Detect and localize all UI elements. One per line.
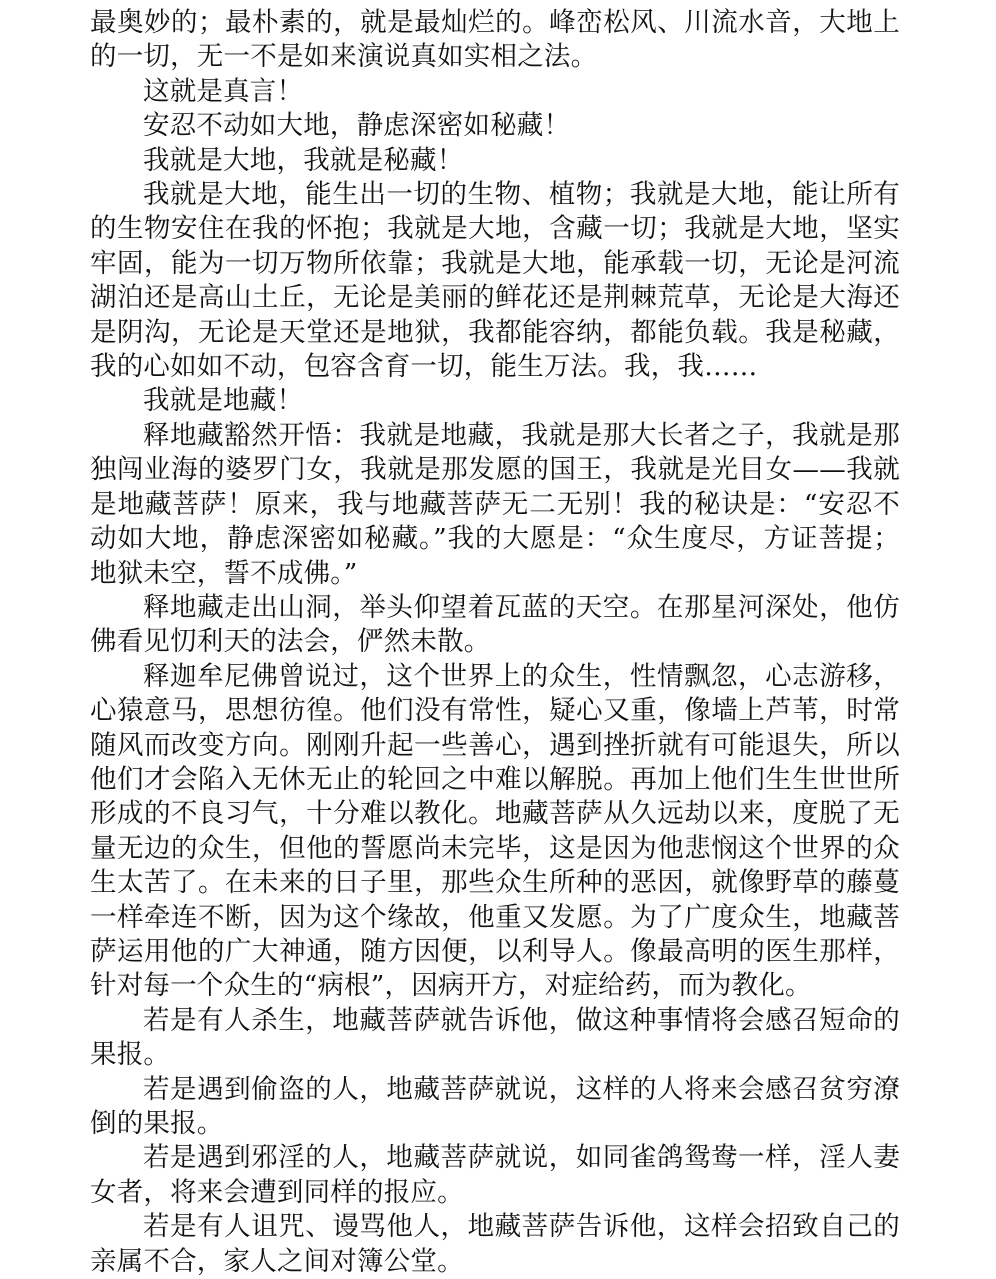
body-text	[90, 6, 900, 1279]
paragraph: 这就是真言！	[143, 75, 304, 107]
paragraph: 释迦牟尼佛曾说过，这个世界上的众生，性情飘忽，心志游移，心猿意马，思想彷徨。他们没有常性，疑心又重，像墙上芦苇，时常随风而改变方向。刚刚升起一些善心，遇到挫折就有可能退失，所以他们才会陷入无休无止的轮回之中难以解脱。再加上他们生生世世所形成的不良习气，十分难以教化。地藏菩萨从久远劫以来，度脱了无量无边的众生，但他的誓愿尚未完毕，这是因为他悲悯这个世界的众生太苦了。在未来的日子里，那些众生所种的恶因，就像野草的藤蔓一样牵连不断，因为这个缘故，他重又发愿。为了广度众生，地藏菩萨运用他的广大神通，随方因便，以利导人。像最高明的医生那样，针对每一个众生的“病根”，因病开方，对症给药，而为教化。	[90, 660, 900, 1002]
paragraph: 若是有人诅咒、谩骂他人，地藏菩萨告诉他，这样会招致自己的亲属不合，家人之间对簿公堂。	[90, 1211, 900, 1277]
paragraph: 释地藏走出山洞，举头仰望着瓦蓝的天空。在那星河深处，他仿佛看见忉利天的法会，俨然未散。	[90, 591, 900, 658]
paragraph: 我就是大地，能生出一切的生物、植物；我就是大地，能让所有的生物安住在我的怀抱；我就是大地，含藏一切；我就是大地，坚实牢固，能为一切万物所依靠；我就是大地，能承载一切，无论是河流湖泊还是高山土丘，无论是美丽的鲜花还是荆棘荒草，无论是大海还是阴沟，无论是天堂还是地狱，我都能容纳，都能负载。我是秘藏，我的心如如不动，包容含育一切，能生万法。我，我……	[90, 179, 900, 383]
paragraph: 我就是地藏！	[143, 385, 304, 417]
paragraph: 若是遇到邪淫的人，地藏菩萨就说，如同雀鸽鸳鸯一样，淫人妻女者，将来会遭到同样的报应。	[90, 1142, 900, 1208]
paragraph: 我就是大地，我就是秘藏！	[143, 144, 464, 176]
paragraph: 释地藏豁然开悟：我就是地藏，我就是那大长者之子，我就是那独闯业海的婆罗门女，我就是那发愿的国王，我就是光目女——我就是地藏菩萨！原来，我与地藏菩萨无二无别！我的秘诀是：“安忍不动如大地，静虑深密如秘藏。”我的大愿是：“众生度尽，方证菩提；地狱未空，誓不成佛。”	[90, 419, 900, 589]
paragraph: 若是有人杀生，地藏菩萨就告诉他，做这种事情将会感召短命的果报。	[90, 1004, 900, 1071]
paragraph-continuation: 最奥妙的；最朴素的，就是最灿烂的。峰峦松风、川流水音，大地上的一切，无一不是如来演说真如实相之法。	[90, 7, 900, 73]
paragraph: 若是遇到偷盗的人，地藏菩萨就说，这样的人将来会感召贫穷潦倒的果报。	[90, 1073, 900, 1139]
paragraph: 安忍不动如大地，静虑深密如秘藏！	[143, 110, 571, 142]
